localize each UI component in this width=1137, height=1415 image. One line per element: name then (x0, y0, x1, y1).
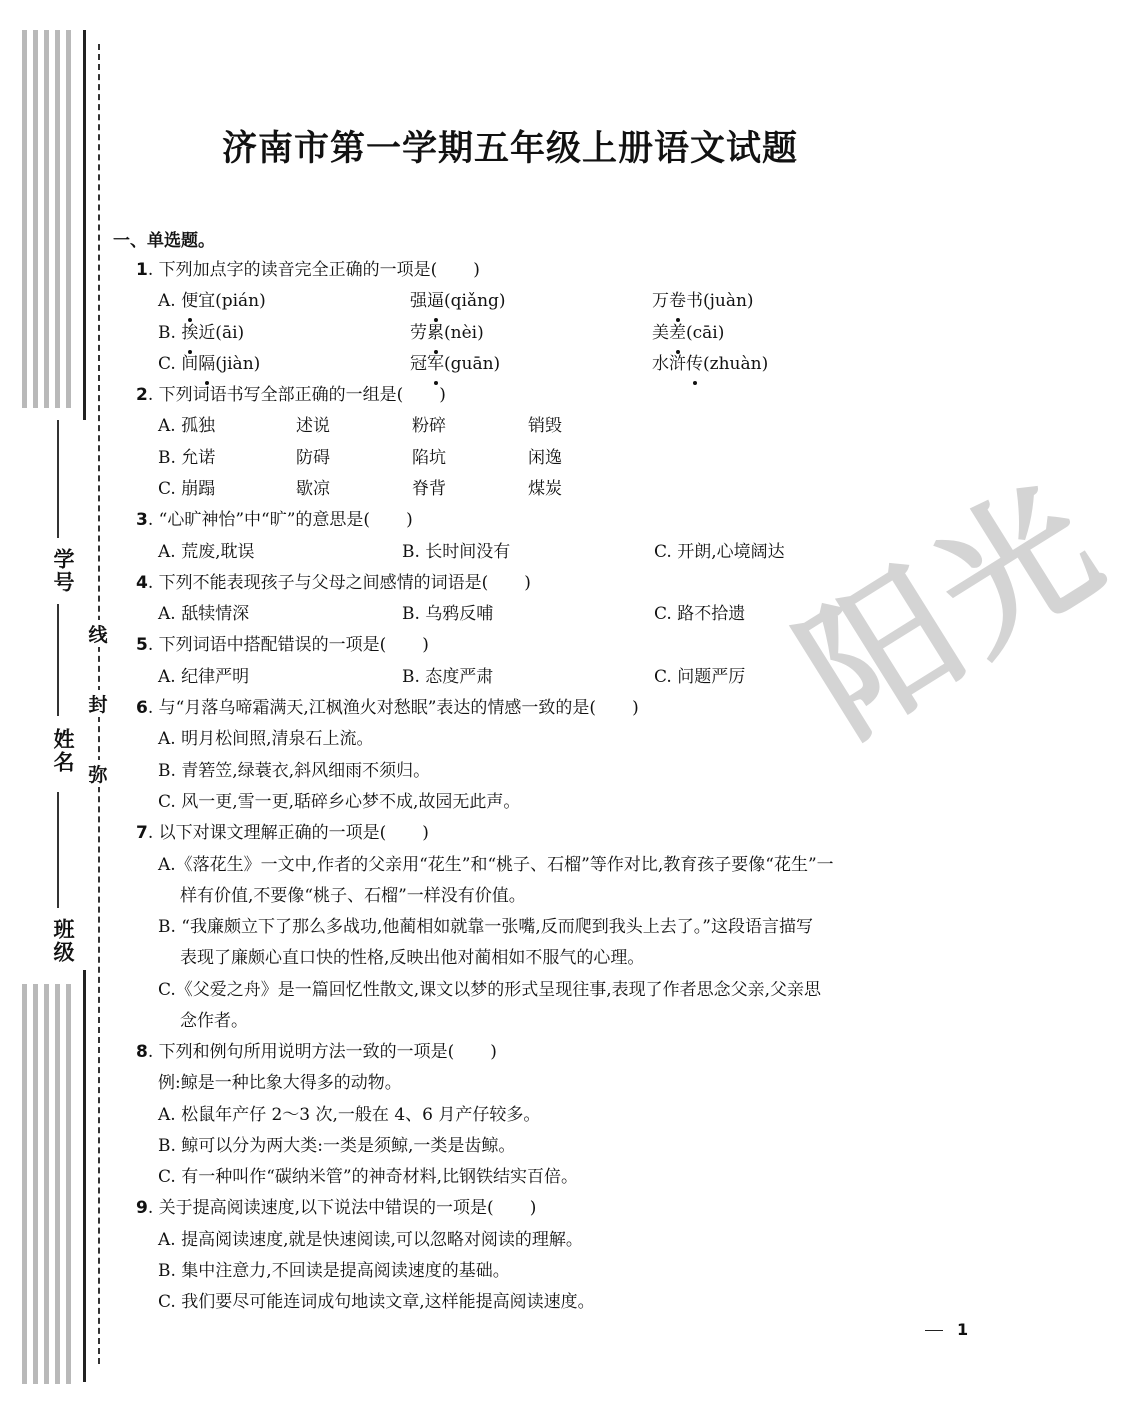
xingming-field[interactable] (57, 604, 59, 716)
watermark: 阳光 (773, 452, 1134, 768)
option-b-line-2: 表现了廉颇心直口快的性格,反映出他对蔺相如不服气的心理。 (180, 948, 645, 968)
option-cell: 万卷书(juàn) (652, 286, 754, 317)
dotted-char: 传 (686, 349, 703, 380)
option-a: A. 纪律严明 (158, 667, 250, 687)
option-a: A. 荒废,耽误 (158, 542, 255, 562)
question-3: 3. “心旷神怡”中“旷”的意思是( ) (136, 510, 413, 530)
question-number: 8 (136, 1042, 148, 1062)
option-cell: 脊背 (412, 479, 446, 499)
option-cell: 歇凉 (296, 479, 330, 499)
option-a-line-1: A.《落花生》一文中,作者的父亲用“花生”和“桃子、石榴”等作对比,教育孩子要像“花生”一 (158, 855, 834, 875)
question-9: 9. 关于提高阅读速度,以下说法中错误的一项是( ) (136, 1198, 537, 1218)
option-row (158, 537, 858, 568)
option-cell: 劳累(nèi) (410, 318, 484, 349)
option-a: A. 舐犊情深 (158, 604, 250, 624)
dotted-char: 隔 (198, 349, 215, 380)
option-b: B. 青箬笠,绿蓑衣,斜风细雨不须归。 (158, 761, 431, 781)
footer-dash (925, 1330, 943, 1331)
option-c-line-1: C.《父爱之舟》是一篇回忆性散文,课文以梦的形式呈现往事,表现了作者思念父亲,父亲思 (158, 980, 822, 1000)
banji-field[interactable] (57, 792, 59, 908)
option-c: C. 问题严厉 (654, 667, 746, 687)
xuehao-label: 学号 (51, 548, 76, 594)
option-cell: 粉碎 (412, 416, 446, 436)
margin-line-top (83, 30, 86, 420)
question-1: 1. 下列加点字的读音完全正确的一项是( ) (136, 260, 480, 280)
option-b-line-1: B. “我廉颇立下了那么多战功,他蔺相如就靠一张嘴,反而爬到我头上去了。”这段语言描写 (158, 917, 813, 937)
option-b: B. 鲸可以分为两大类:一类是须鲸,一类是齿鲸。 (158, 1136, 516, 1156)
option-cell: 销毁 (528, 416, 562, 436)
option-a: A. 明月松间照,清泉石上流。 (158, 729, 374, 749)
option-cell: 煤炭 (528, 479, 562, 499)
option-b: B. 集中注意力,不回读是提高阅读速度的基础。 (158, 1261, 510, 1281)
option-cell: A. 便宜(pián) (158, 286, 266, 317)
option-cell: B. 挨近(āi) (158, 318, 244, 349)
example-sentence: 例:鲸是一种比象大得多的动物。 (158, 1073, 402, 1093)
option-b: B. 长时间没有 (402, 542, 511, 562)
option-row (158, 318, 858, 349)
page-number: 1 (957, 1320, 969, 1339)
seal-char-mi: 弥 (88, 760, 108, 787)
question-number: 7 (136, 823, 148, 843)
question-number: 1 (136, 260, 148, 280)
banji-label: 班级 (51, 918, 76, 964)
option-cell: B. 允诺 (158, 448, 216, 468)
option-c: C. 我们要尽可能连词成句地读文章,这样能提高阅读速度。 (158, 1292, 595, 1312)
question-number: 4 (136, 573, 148, 593)
dotted-char: 卷 (669, 286, 686, 317)
option-cell: 述说 (296, 416, 330, 436)
option-b: B. 态度严肃 (402, 667, 494, 687)
question-number: 2 (136, 385, 148, 405)
question-5: 5. 下列词语中搭配错误的一项是( ) (136, 635, 429, 655)
option-row (158, 474, 658, 505)
option-row (158, 411, 658, 442)
option-cell: 水浒传(zhuàn) (652, 349, 768, 380)
question-stem: . 下列词语中搭配错误的一项是( (147, 635, 387, 655)
xingming-label: 姓名 (51, 728, 76, 774)
option-a: A. 松鼠年产仔 2～3 次,一般在 4、6 月产仔较多。 (158, 1105, 541, 1125)
option-cell: 防碍 (296, 448, 330, 468)
question-number: 5 (136, 635, 148, 655)
option-cell: A. 孤独 (158, 416, 216, 436)
question-7: 7. 以下对课文理解正确的一项是( ) (136, 823, 429, 843)
question-stem: . 下列词语书写全部正确的一组是( (147, 385, 404, 405)
question-number: 6 (136, 698, 148, 718)
question-stem: . 下列加点字的读音完全正确的一项是( (147, 260, 438, 280)
option-c: C. 路不拾遗 (654, 604, 746, 624)
dotted-char: 挨 (181, 318, 198, 349)
xuehao-field[interactable] (57, 420, 59, 538)
option-row (158, 599, 858, 630)
option-cell: 冠军(guān) (410, 349, 500, 380)
question-8: 8. 下列和例句所用说明方法一致的一项是( ) (136, 1042, 497, 1062)
question-stem: . 下列和例句所用说明方法一致的一项是( (147, 1042, 455, 1062)
question-stem: . 关于提高阅读速度,以下说法中错误的一项是( (147, 1198, 494, 1218)
question-stem: . 以下对课文理解正确的一项是( (147, 823, 387, 843)
question-2: 2. 下列词语书写全部正确的一组是( ) (136, 385, 446, 405)
question-4: 4. 下列不能表现孩子与父母之间感情的词语是( ) (136, 573, 531, 593)
option-c: C. 风一更,雪一更,聒碎乡心梦不成,故园无此声。 (158, 792, 521, 812)
option-cell: C. 崩蹋 (158, 479, 216, 499)
option-row (158, 286, 858, 317)
option-b: B. 乌鸦反哺 (402, 604, 494, 624)
option-row (158, 662, 858, 693)
option-c: C. 开朗,心境阔达 (654, 542, 785, 562)
question-number: 9 (136, 1198, 148, 1218)
option-row (158, 443, 658, 474)
question-stem: . 下列不能表现孩子与父母之间感情的词语是( (147, 573, 489, 593)
dotted-char: 累 (427, 318, 444, 349)
dotted-char: 军 (427, 349, 444, 380)
option-a-line-2: 样有价值,不要像“桃子、石榴”一样没有价值。 (180, 886, 526, 906)
option-c-line-2: 念作者。 (180, 1011, 248, 1031)
option-cell: C. 间隔(jiàn) (158, 349, 260, 380)
question-stem: . 与“月落乌啼霜满天,江枫渔火对愁眠”表达的情感一致的是( (147, 698, 597, 718)
page-footer (925, 1320, 968, 1339)
option-cell: 强逼(qiǎng) (410, 286, 506, 317)
page-title: 济南市第一学期五年级上册语文试题 (221, 128, 798, 169)
option-cell: 闲逸 (528, 448, 562, 468)
section-heading: 一、单选题。 (113, 231, 215, 251)
question-number: 3 (136, 510, 148, 530)
margin-line-bottom (83, 970, 86, 1382)
option-row (158, 349, 858, 380)
option-cell: 陷坑 (412, 448, 446, 468)
option-a: A. 提高阅读速度,就是快速阅读,可以忽略对阅读的理解。 (158, 1230, 583, 1250)
option-cell: 美差(cāi) (652, 318, 724, 349)
seal-char-feng: 封 (88, 690, 108, 717)
seal-char-xian: 线 (88, 620, 108, 647)
dotted-char: 逼 (427, 286, 444, 317)
dotted-char: 差 (669, 318, 686, 349)
question-stem: . “心旷神怡”中“旷”的意思是( (147, 510, 371, 530)
question-6: 6. 与“月落乌啼霜满天,江枫渔火对愁眠”表达的情感一致的是( ) (136, 698, 639, 718)
dotted-char: 便 (181, 286, 198, 317)
option-c: C. 有一种叫作“碳纳米管”的神奇材料,比钢铁结实百倍。 (158, 1167, 578, 1187)
